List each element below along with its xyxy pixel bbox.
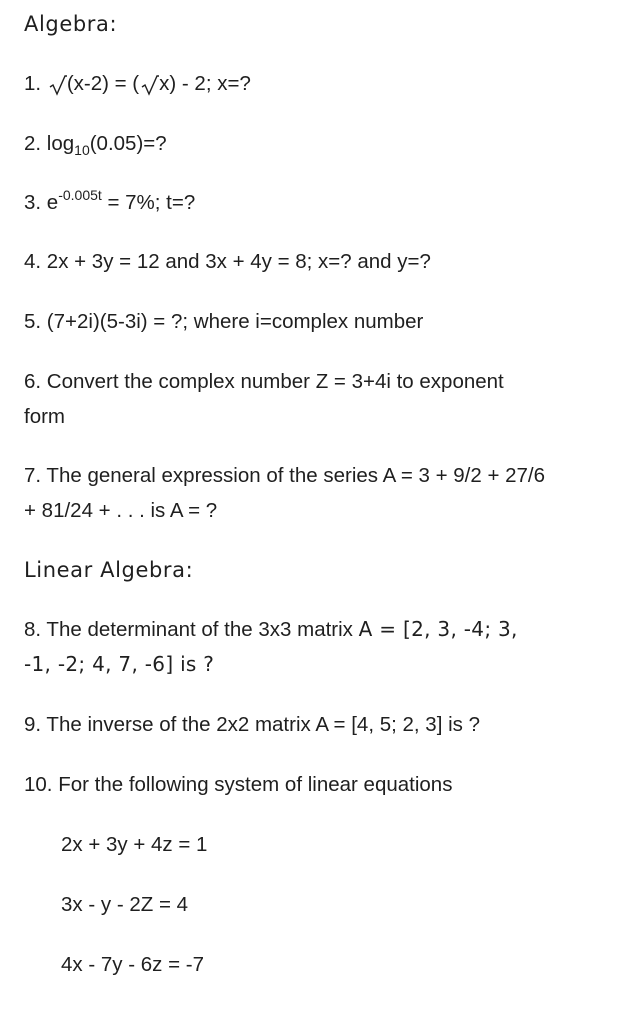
question-7-line-2: + 81/24 + . . . is A = ? [24, 499, 218, 522]
question-9: 9. The inverse of the 2x2 matrix A = [4, 5; 2, 3] is ? [24, 713, 480, 736]
question-2-lead: 2. log [24, 132, 75, 155]
equation-3: 4x - 7y - 6z = -7 [61, 953, 204, 976]
question-8-line-1 [24, 612, 624, 647]
square-root-icon [49, 74, 67, 96]
question-1-number: 1. [24, 72, 42, 95]
question-3-lead: 3. e [24, 191, 59, 214]
section-heading-algebra: Algebra: [24, 12, 118, 36]
equation-2: 3x - y - 2Z = 4 [61, 893, 189, 916]
question-5: 5. (7+2i)(5-3i) = ?; where i=complex number [24, 310, 424, 333]
section-heading-linear-algebra: Linear Algebra: [24, 558, 194, 582]
question-6-line-2: form [24, 405, 65, 428]
question-8-matrix-start: A = [2, 3, -4; 3, [358, 617, 518, 641]
question-8-line-1-text: 8. The determinant of the 3x3 matrix [24, 618, 359, 641]
question-1-part-b: x) - 2; x=? [159, 72, 251, 95]
question-1 [24, 66, 624, 101]
question-1-part-a: (x-2) = ( [66, 72, 140, 95]
question-8 [24, 612, 624, 682]
question-3-tail: = 7%; t=? [101, 191, 196, 214]
equation-1: 2x + 3y + 4z = 1 [61, 833, 208, 856]
question-4: 4. 2x + 3y = 12 and 3x + 4y = 8; x=? and y=? [24, 250, 431, 273]
question-2-tail: (0.05)=? [89, 132, 167, 155]
question-3 [24, 185, 624, 220]
question-8-line-2: -1, -2; 4, 7, -6] is ? [24, 652, 215, 676]
question-7 [24, 458, 624, 528]
question-6-line-1: 6. Convert the complex number Z = 3+4i to exponent [24, 370, 504, 393]
question-3-superscript: -0.005t [58, 187, 102, 203]
square-root-icon [141, 74, 159, 96]
question-2-subscript: 10 [74, 142, 90, 158]
question-6 [24, 364, 624, 434]
question-10: 10. For the following system of linear equations [24, 773, 453, 796]
document-body [24, 6, 624, 982]
question-7-line-1: 7. The general expression of the series A = 3 + 9/2 + 27/6 [24, 464, 546, 487]
question-2 [24, 126, 624, 161]
